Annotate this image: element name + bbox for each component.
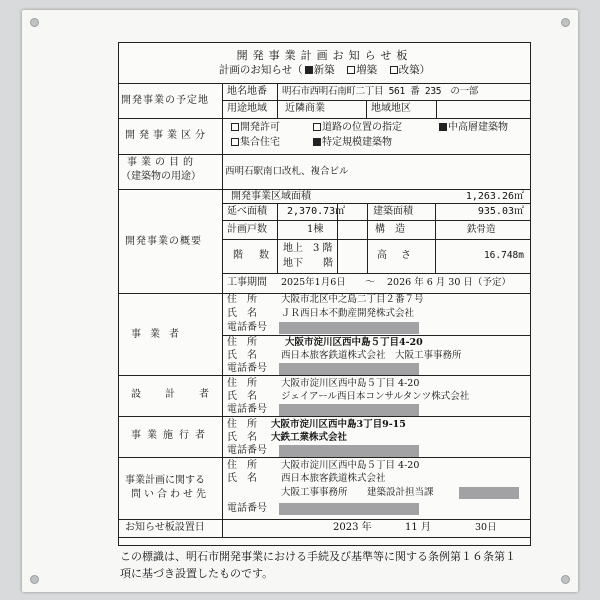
business-name-label: 氏 名 (227, 308, 257, 319)
install-date-label: お知らせ板設置日 (125, 522, 205, 533)
designer-name-value: ジェイアール西日本コンサルタンツ株式会社 (281, 391, 470, 402)
rule (366, 100, 367, 118)
site-label: 開発事業の予定地 (121, 95, 209, 106)
rule (119, 537, 530, 538)
screw-icon (30, 18, 39, 27)
option-new: 新築 (313, 64, 335, 76)
plan-notice-prefix: 計画のお知らせ（ (218, 64, 303, 76)
contact-name-label: 氏 名 (227, 473, 257, 484)
area-value: 1,263.26㎡ (465, 191, 524, 202)
rule (119, 83, 530, 84)
contact-address-value: 大阪市淀川区西中島５丁目 4-20 (281, 460, 420, 471)
plan-notice-suffix: ） (419, 64, 431, 76)
redacted-phone (279, 445, 419, 457)
category-item-label: 集合住宅 (240, 137, 280, 148)
contact-label: 事業計画に関する (125, 475, 205, 486)
rule (119, 154, 530, 155)
business-label: 事業者 (131, 329, 188, 340)
category-item-label: 開発許可 (240, 122, 280, 133)
zoning-value: 近隣商業 (285, 103, 325, 114)
business-address-value: 大阪市淀川区西中島５丁目4-20 (285, 337, 423, 348)
structure-value: 鉄骨造 (467, 224, 496, 235)
redacted-phone (279, 322, 419, 334)
units-value: 1棟 (307, 224, 324, 235)
floors-below: 地下 階 (283, 258, 333, 269)
install-year: 2023 年 (333, 522, 372, 533)
category-item-label: 中高層建築物 (448, 122, 508, 133)
height-value: 16.748m (483, 250, 524, 261)
designer-label: 設計者 (131, 389, 233, 400)
notice-footnote: この標識は、明石市開発事業における手続及び基準等に関する条例第１６条第１項に基づき設置したものです。 (120, 550, 516, 580)
contractor-address-value: 大阪市淀川区西中島3丁目9-15 (271, 419, 406, 430)
floor-area-label: 延べ面積 (227, 206, 267, 217)
install-month: 11 月 (405, 522, 431, 533)
redacted-contact-person (459, 487, 519, 499)
rule (222, 100, 530, 101)
rule (435, 203, 436, 273)
screw-icon (30, 575, 39, 584)
plan-notice-line (119, 62, 530, 77)
floors-label: 階 数 (233, 250, 272, 261)
redacted-phone (279, 363, 419, 375)
business-address-label: 住 所 (227, 337, 257, 348)
notice-sheet (118, 42, 531, 546)
rule (119, 457, 530, 458)
business-phone-label: 電話番号 (227, 363, 267, 374)
floors-above: 地上 3 階 (283, 243, 333, 254)
empty-box-icon (313, 123, 321, 131)
category-item (311, 137, 392, 149)
purpose-sublabel: （建築物の用途） (121, 171, 201, 182)
category-item (229, 122, 280, 134)
redacted-phone (279, 404, 419, 416)
screw-icon (561, 575, 570, 584)
rule (367, 203, 368, 273)
units-label: 計画戸数 (227, 224, 267, 235)
board-title: 開発事業計画お知らせ板 (236, 49, 413, 62)
zoning-label: 用途地域 (227, 103, 267, 114)
business-name-label: 氏 名 (227, 350, 257, 361)
period-label: 工事期間 (227, 277, 267, 288)
rule (222, 273, 530, 274)
category-item (311, 122, 402, 134)
category-item-label: 道路の位置の指定 (322, 122, 402, 133)
contact-phone-label: 電話番号 (227, 503, 267, 514)
contact-sublabel: 問い合わせ先 (131, 489, 209, 500)
structure-label: 構 造 (375, 224, 405, 235)
business-name-value: 西日本旅客鉄道株式会社 大阪工事事務所 (281, 350, 462, 361)
rule (222, 203, 530, 204)
option-renovation: 改築 (398, 64, 420, 76)
period-end: 2026 年 6 月 30 日（予定） (387, 277, 511, 288)
designer-address-value: 大阪市淀川区西中島５丁目 4-20 (281, 378, 420, 389)
building-area-value: 935.03㎡ (477, 206, 524, 217)
height-label: 高 さ (377, 250, 413, 261)
empty-box-icon (347, 66, 355, 74)
rule (436, 100, 437, 118)
contractor-name-value: 大鉄工業株式会社 (271, 432, 348, 443)
purpose-label: 事業の目的 (127, 157, 197, 168)
checked-box-icon (439, 123, 447, 131)
rule (222, 83, 223, 537)
purpose-value: 西明石駅南口改札、複合ビル (225, 166, 349, 177)
building-area-label: 建築面積 (373, 206, 413, 217)
designer-name-label: 氏 名 (227, 391, 257, 402)
period-separator: ～ (365, 277, 375, 288)
contact-name-value: 西日本旅客鉄道株式会社 (281, 473, 386, 484)
rule (119, 189, 530, 190)
redacted-phone (279, 503, 419, 515)
rule (222, 335, 530, 336)
rule (119, 416, 530, 417)
category-item-label: 特定規模建築物 (322, 137, 392, 148)
period-start: 2025年1月6日 (281, 277, 346, 288)
designer-phone-label: 電話番号 (227, 404, 267, 415)
business-address-value: 大阪市北区中之島二丁目２番７号 (281, 294, 424, 305)
address-label: 地名地番 (227, 86, 267, 97)
designer-address-label: 住 所 (227, 378, 257, 389)
signboard-panel (22, 10, 578, 592)
checked-box-icon (305, 66, 313, 74)
screw-icon (561, 18, 570, 27)
contact-dept: 大阪工事事務所 (281, 487, 348, 498)
category-item (229, 137, 280, 149)
option-extension: 増築 (356, 64, 378, 76)
floor-area-value: 2,370.73㎡ (287, 206, 346, 217)
business-phone-label: 電話番号 (227, 322, 267, 333)
checked-box-icon (313, 138, 321, 146)
empty-box-icon (231, 138, 239, 146)
overview-label: 開発事業の概要 (125, 236, 202, 247)
empty-box-icon (390, 66, 398, 74)
business-name-value: ＪＲ西日本不動産開発株式会社 (281, 308, 415, 319)
address-value: 明石市西明石南町二丁目 561 番 235 の一部 (282, 86, 478, 97)
category-item (437, 122, 508, 134)
district-label: 地域地区 (371, 103, 411, 114)
contractor-phone-label: 電話番号 (227, 445, 267, 456)
business-address-label: 住 所 (227, 294, 257, 305)
empty-box-icon (231, 123, 239, 131)
category-label: 開発事業区分 (125, 130, 209, 141)
rule (119, 118, 530, 119)
rule (119, 375, 530, 376)
rule (222, 220, 530, 221)
contractor-address-label: 住 所 (227, 419, 257, 430)
area-label: 開発事業区域面積 (231, 191, 311, 202)
contact-section: 建築設計担当課 (367, 487, 434, 498)
rule (277, 83, 278, 118)
contractor-label: 事業施行者 (131, 430, 211, 441)
contact-address-label: 住 所 (227, 460, 257, 471)
rule (119, 519, 530, 520)
rule (222, 239, 530, 240)
install-day: 30日 (475, 522, 497, 533)
rule (277, 203, 278, 273)
contractor-name-label: 氏 名 (227, 432, 257, 443)
